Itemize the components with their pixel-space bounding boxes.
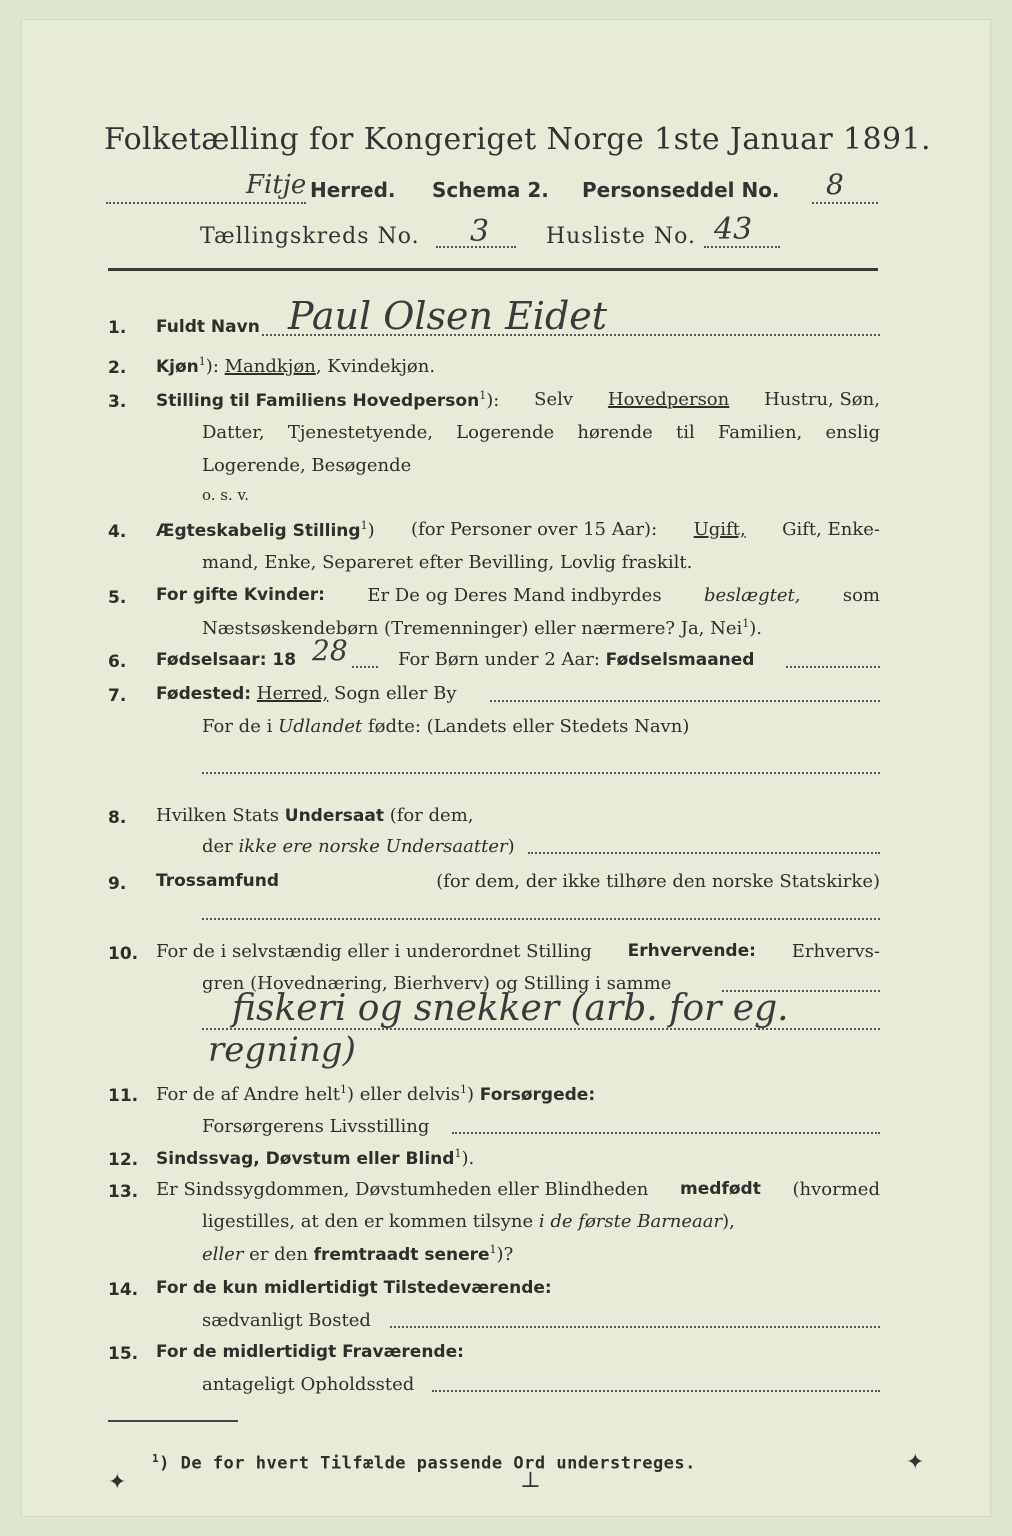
q10-number: 10.: [108, 944, 139, 964]
q9-dotted-line: [202, 918, 880, 920]
q5-line2: Næstsøskendebørn (Tremenninger) eller nærmere? Ja, Nei$^1$).: [202, 617, 763, 639]
q13-line2: ligestilles, at den er kommen tilsyne i de første Barneaar),: [202, 1211, 735, 1232]
q7-dotted-line: [490, 700, 880, 702]
kreds-value: 3: [470, 214, 490, 249]
q14-dotted-line: [390, 1326, 880, 1328]
q6-dotted-line: [352, 666, 378, 668]
husliste-value: 43: [714, 212, 753, 247]
q15-dotted-line: [432, 1390, 880, 1392]
q5-number: 5.: [108, 588, 127, 608]
footnote-rule: [108, 1420, 238, 1422]
footnote: $^1$) De for hvert Tilfælde passende Ord understreges.: [152, 1452, 696, 1474]
q13-number: 13.: [108, 1182, 139, 1202]
q2-text: Kjøn$^1$): Mandkjøn, Kvindekjøn.: [156, 355, 436, 377]
q6-label2: For Børn under 2 Aar: Fødselsmaaned: [398, 649, 755, 670]
q7-selected-option: Herred,: [256, 683, 329, 704]
header-rule: [108, 268, 878, 271]
q4-number: 4.: [108, 522, 127, 542]
q14-line1: For de kun midlertidigt Tilstedeværende:: [156, 1278, 552, 1298]
q8-line2: der ikke ere norske Undersaatter): [202, 836, 515, 857]
q11-line2: Forsørgerens Livsstilling: [202, 1116, 430, 1137]
form-title: Folketælling for Kongeriget Norge 1ste Januar 1891.: [104, 122, 931, 157]
q7-foreign-dotted-line: [202, 772, 880, 774]
schema-label: Schema 2.: [432, 178, 549, 202]
q3-line2: Datter, Tjenestetyende, Logerende hørende til Familien, enslig: [202, 422, 880, 443]
q12-line1: Sindssvag, Døvstum eller Blind$^1$).: [156, 1147, 475, 1169]
personseddel-dotted-line: [812, 202, 878, 204]
q10-occupation-value: fiskeri og snekker (arb. for eg.: [232, 988, 789, 1029]
q1-name-value: Paul Olsen Eidet: [288, 294, 608, 338]
registration-mark-right: ✦: [906, 1450, 925, 1475]
q10-line2: gren (Hovednæring, Bierhverv) og Stilling i samme: [202, 973, 672, 994]
q10-line1: For de i selvstændig eller i underordnet Stilling Erhvervende: Erhvervs-: [156, 941, 880, 962]
q2-selected-option: Mandkjøn: [224, 356, 316, 377]
q7-number: 7.: [108, 686, 127, 706]
herred-value: Fitje: [246, 170, 307, 200]
q6-birthyear-label: Fødselsaar: 18: [156, 650, 297, 670]
registration-mark-left: ✦: [108, 1470, 127, 1495]
q6-number: 6.: [108, 652, 127, 672]
herred-label: Herred.: [310, 178, 396, 202]
q3-number: 3.: [108, 392, 127, 412]
q11-line1: For de af Andre helt$^1$) eller delvis$^1$) Forsørgede:: [156, 1083, 596, 1105]
q11-dotted-line: [452, 1132, 880, 1134]
q15-line2: antageligt Opholdssted: [202, 1374, 415, 1395]
q10-occupation-value-2: regning): [208, 1030, 356, 1070]
herred-dotted-line: [106, 202, 306, 204]
q5-line1: For gifte Kvinder: Er De og Deres Mand indbyrdes beslægtet, som: [156, 585, 880, 606]
q6-month-dotted-line: [786, 666, 880, 668]
q2-number: 2.: [108, 358, 127, 378]
registration-mark-center: ⊥: [520, 1468, 541, 1493]
kreds-label: Tællingskreds No.: [200, 224, 420, 249]
q11-number: 11.: [108, 1086, 139, 1106]
q8-dotted-line: [528, 852, 880, 854]
q7-line2: For de i Udlandet fødte: (Landets eller Stedets Navn): [202, 716, 690, 737]
q12-number: 12.: [108, 1150, 139, 1170]
q3-line1: Stilling til Familiens Hovedperson$^1$): Selv Hovedperson Hustru, Søn,: [156, 389, 880, 411]
q1-label: Fuldt Navn: [156, 317, 260, 337]
personseddel-value: 8: [826, 168, 844, 201]
q15-line1: For de midlertidigt Fraværende:: [156, 1342, 464, 1362]
q4-line2: mand, Enke, Separeret efter Bevilling, Lovlig fraskilt.: [202, 552, 693, 573]
q14-line2: sædvanligt Bosted: [202, 1310, 371, 1331]
q3-line3: Logerende, Besøgende: [202, 455, 412, 476]
q9-number: 9.: [108, 874, 127, 894]
q3-selected-option: Hovedperson: [607, 389, 730, 410]
husliste-label: Husliste No.: [546, 224, 696, 249]
q8-line1: Hvilken Stats Undersaat (for dem,: [156, 805, 474, 826]
q13-line1: Er Sindssygdommen, Døvstumheden eller Blindheden medfødt (hvormed: [156, 1179, 880, 1200]
q6-birthyear-value: 28: [312, 634, 348, 667]
q15-number: 15.: [108, 1344, 139, 1364]
q4-selected-option: Ugift,: [693, 519, 746, 540]
q1-number: 1.: [108, 318, 127, 338]
q3-line4: o. s. v.: [202, 486, 249, 504]
q4-line1: Ægteskabelig Stilling$^1$) (for Personer over 15 Aar): Ugift, Gift, Enke-: [156, 519, 880, 541]
personseddel-label: Personseddel No.: [582, 178, 780, 202]
q9-line1: Trossamfund (for dem, der ikke tilhøre den norske Statskirke): [156, 871, 880, 892]
q13-line3: eller er den fremtraadt senere$^1$)?: [202, 1243, 514, 1265]
q14-number: 14.: [108, 1280, 139, 1300]
q7-line1: Fødested: Herred, Sogn eller By: [156, 683, 457, 704]
q8-number: 8.: [108, 808, 127, 828]
